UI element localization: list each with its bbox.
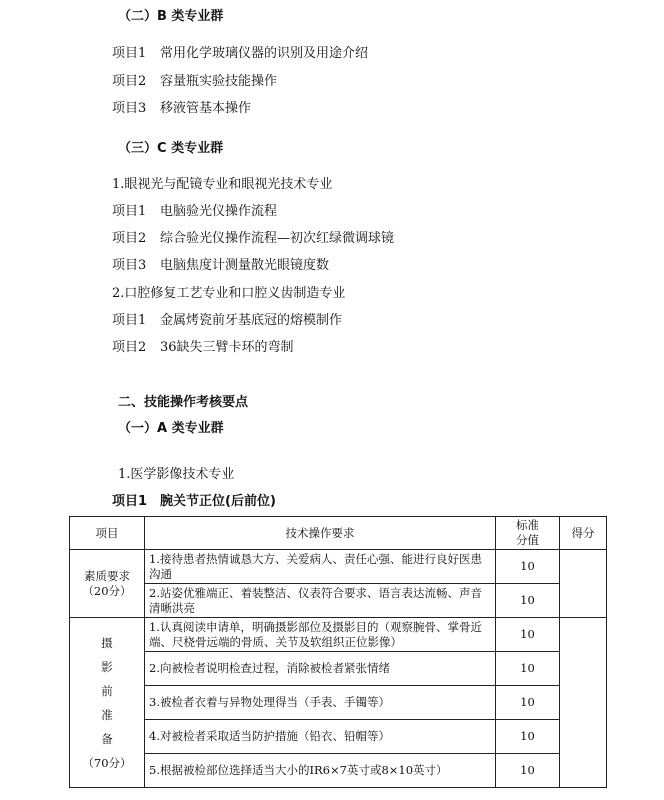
requirement-cell: 5.根据被检部位选择适当大小的IR6×7英寸或8×10英寸）: [145, 754, 496, 788]
skills-heading: 二、技能操作考核要点: [118, 395, 249, 410]
score-cell: 10: [496, 686, 560, 720]
list-item: [112, 100, 251, 118]
table-row: [70, 584, 607, 618]
got-cell: [560, 550, 607, 618]
list-item: [112, 73, 277, 91]
list-item: [112, 203, 277, 221]
group-label-line2: （20分）: [82, 583, 132, 598]
item-text: 综合验光仪操作流程—初次红绿微调球镜: [160, 231, 395, 246]
major-title: 1.眼视光与配镜专业和眼视光技术专业: [112, 177, 333, 192]
requirement-cell: 3.被检者衣着与异物处理得当（手表、手镯等）: [145, 686, 496, 720]
header-item: 项目: [70, 517, 145, 550]
list-item: [112, 257, 329, 275]
requirement-cell: 2.向被检者说明检查过程，消除被检者紧张情绪: [145, 652, 496, 686]
item-text: 常用化学玻璃仪器的识别及用途介绍: [160, 46, 369, 61]
item-prefix: 项目2: [112, 340, 147, 355]
score-cell: 10: [496, 720, 560, 754]
item-prefix: 项目2: [112, 74, 147, 89]
group-quality-label: [70, 550, 145, 618]
group-char: 影: [101, 659, 113, 674]
header-score-line2: 分值: [516, 533, 539, 547]
requirement-cell: 1.认真阅读申请单，明确摄影部位及摄影目的（观察腕骨、掌骨近端、尺桡骨远端的骨质、关节及软组织正位影像）: [145, 618, 496, 652]
item-prefix: 项目1: [112, 313, 147, 328]
table-row: [70, 686, 607, 720]
section-a-heading: （一）A 类专业群: [118, 421, 224, 436]
score-cell: 10: [496, 754, 560, 788]
score-table: [69, 516, 607, 788]
item-text: 容量瓶实验技能操作: [160, 74, 278, 89]
item-prefix: 项目3: [112, 258, 147, 273]
got-cell: [560, 618, 607, 788]
score-cell: 10: [496, 652, 560, 686]
table-header-row: [70, 517, 607, 550]
header-score: [496, 517, 560, 550]
item-text: 36缺失三臂卡环的弯制: [160, 340, 294, 355]
list-item: [112, 312, 342, 330]
group-label-line1: 素质要求: [84, 568, 130, 583]
project-title: 项目1 腕关节正位(后前位): [112, 494, 276, 509]
list-item: [112, 45, 368, 63]
header-got: 得分: [560, 517, 607, 550]
table-row: [70, 550, 607, 584]
item-text: 电脑验光仪操作流程: [160, 204, 278, 219]
group-prep-label: [70, 618, 145, 788]
table-row: [70, 754, 607, 788]
group-char: 前: [101, 683, 113, 698]
header-score-line1: 标准: [516, 518, 539, 532]
header-requirement: 技术操作要求: [145, 517, 496, 550]
list-item: [112, 339, 294, 357]
group-char: 摄: [101, 635, 113, 650]
table-row: [70, 720, 607, 754]
item-prefix: 项目1: [112, 46, 147, 61]
item-prefix: 项目1: [112, 204, 147, 219]
list-item: [112, 230, 394, 248]
group-char: 准: [101, 707, 113, 722]
item-prefix: 项目3: [112, 101, 147, 116]
section-b-heading: （二）B 类专业群: [118, 9, 224, 24]
requirement-cell: 1.接待患者热情诚恳大方、关爱病人、责任心强、能进行良好医患沟通: [145, 550, 496, 584]
table-row: [70, 652, 607, 686]
major-title: 2.口腔修复工艺专业和口腔义齿制造专业: [112, 286, 346, 301]
group-score: （70分）: [82, 755, 132, 770]
item-prefix: 项目2: [112, 231, 147, 246]
item-text: 电脑焦度计测量散光眼镜度数: [160, 258, 330, 273]
major-title: 1.医学影像技术专业: [118, 467, 235, 482]
score-cell: 10: [496, 550, 560, 584]
score-cell: 10: [496, 618, 560, 652]
item-text: 移液管基本操作: [160, 101, 252, 116]
score-cell: 10: [496, 584, 560, 618]
section-c-heading: （三）C 类专业群: [118, 141, 224, 156]
requirement-cell: 2.站姿优雅端正、着装整洁、仪表符合要求、语言表达流畅、声音清晰洪亮: [145, 584, 496, 618]
group-char: 备: [101, 731, 113, 746]
requirement-cell: 4.对被检者采取适当防护措施（铅衣、铅帽等）: [145, 720, 496, 754]
item-text: 金属烤瓷前牙基底冠的熔模制作: [160, 313, 343, 328]
table-row: [70, 618, 607, 652]
